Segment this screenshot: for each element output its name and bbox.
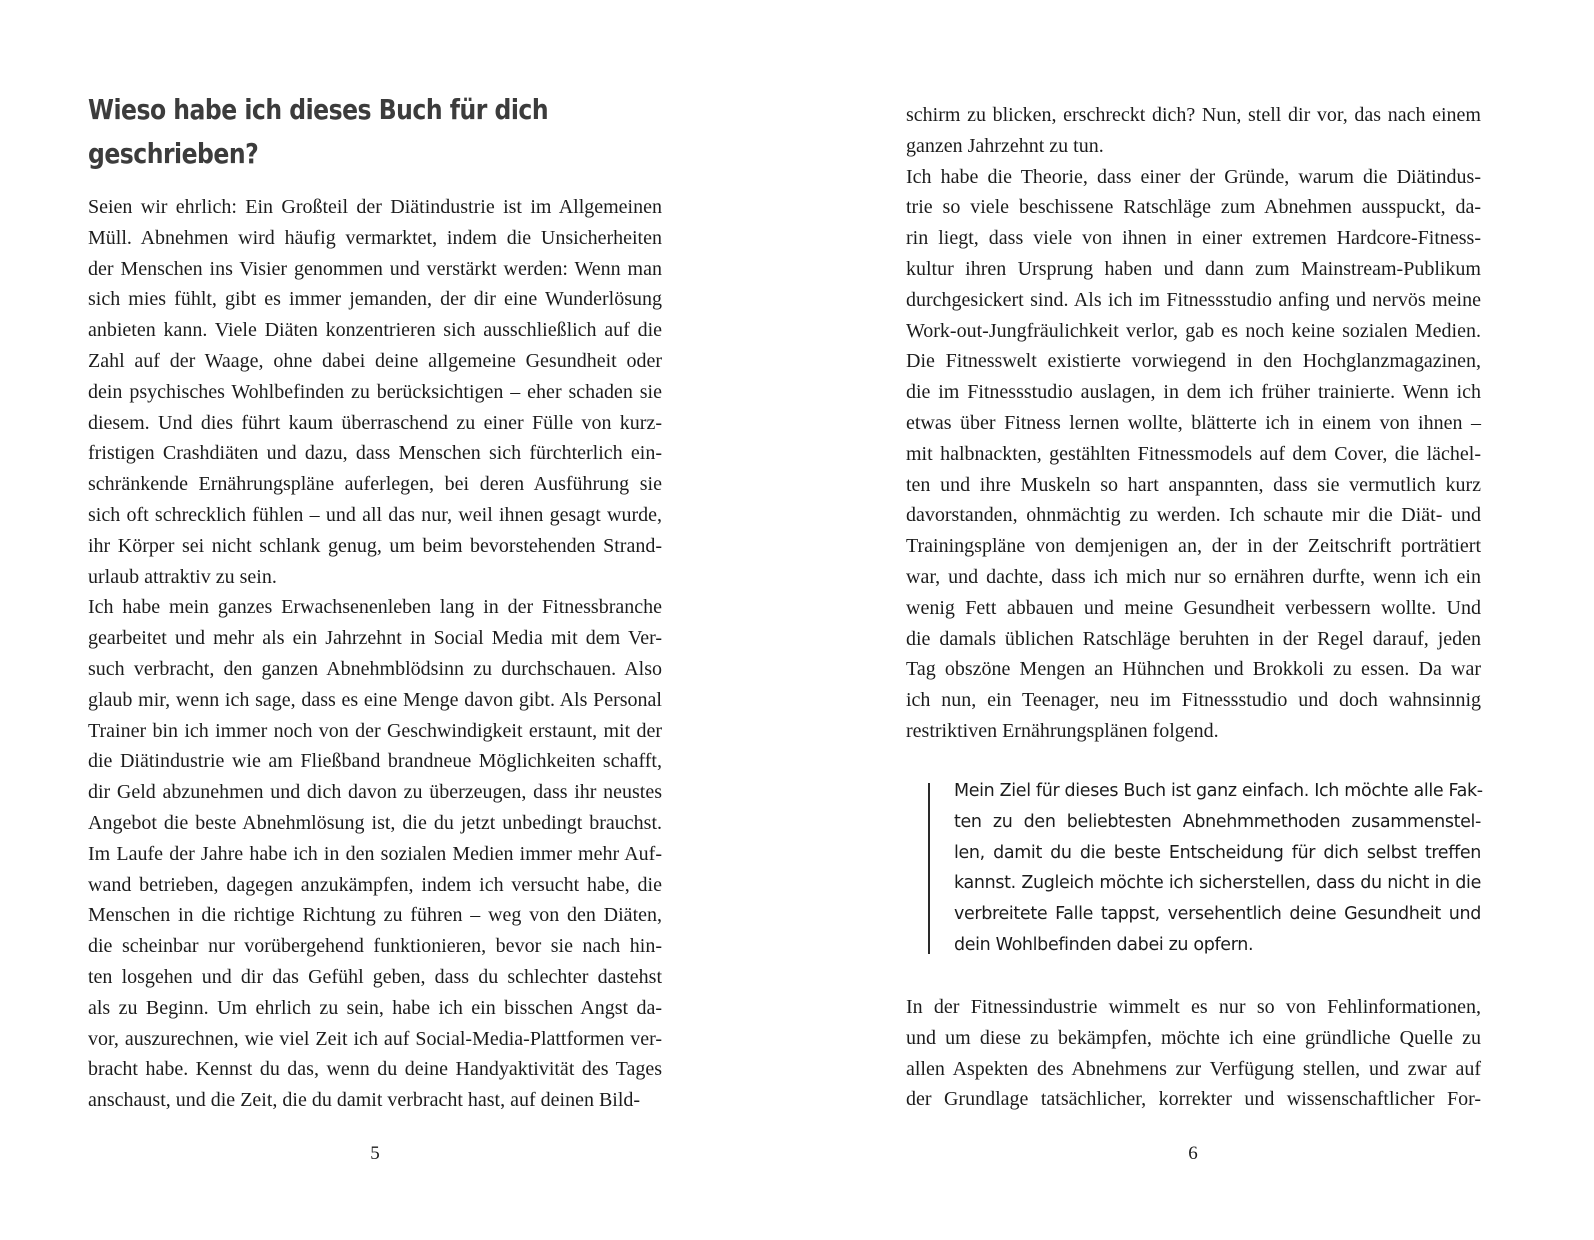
- text-line: anschaust, und die Zeit, die du damit verbracht hast, auf deinen Bild-: [88, 1089, 641, 1112]
- right-body-text-top: [906, 100, 1481, 747]
- text-line: Work-out-Jungfräulichkeit verlor, gab es noch keine sozialen Medien.: [906, 319, 1481, 342]
- text-line: kannst. Zugleich möchte ich sicherstellen, dass du nicht in die: [954, 873, 1481, 894]
- text-line: durchgesickert sind. Als ich im Fitnessstudio anfing und nervös meine: [906, 288, 1481, 311]
- text-line: verbreitete Falle tappst, versehentlich deine Gesundheit und: [954, 904, 1481, 925]
- text-line: etwas über Fitness lernen wollte, blätterte ich in einem von ihnen –: [906, 411, 1481, 434]
- text-line: such verbracht, den ganzen Abnehmblödsinn zu durchschauen. Also: [88, 657, 662, 680]
- text-line: wenig Fett abbauen und meine Gesundheit verbessern wollte. Und: [906, 596, 1481, 619]
- text-line: Seien wir ehrlich: Ein Großteil der Diätindustrie ist im Allgemeinen: [88, 196, 662, 218]
- text-line: und um diese zu bekämpfen, möchte ich eine gründliche Quelle zu: [906, 1026, 1481, 1049]
- text-line: Zahl auf der Waage, ohne dabei deine allgemeine Gesundheit oder: [88, 349, 662, 372]
- text-line: bracht habe. Kennst du das, wenn du deine Handyaktivität des Tages: [88, 1058, 662, 1081]
- text-line: war, und dachte, dass ich mich nur so ernähren durfte, wenn ich ein: [906, 565, 1481, 588]
- text-line: dein Wohlbefinden dabei zu opfern.: [954, 934, 1254, 955]
- pull-quote: [954, 776, 1481, 961]
- text-line: Menschen in die richtige Richtung zu führen – weg von den Diäten,: [88, 904, 662, 927]
- text-line: fristigen Crashdiäten und dazu, dass Menschen sich fürchterlich ein-: [88, 442, 662, 465]
- text-line: wand betrieben, dagegen anzukämpfen, indem ich versucht habe, die: [88, 873, 662, 896]
- text-line: anbieten kann. Viele Diäten konzentrieren sich ausschließlich auf die: [88, 319, 662, 342]
- text-line: Angebot die beste Abnehmlösung ist, die du jetzt unbedingt brauchst.: [88, 811, 662, 834]
- text-line: ihr Körper sei nicht schlank genug, um beim bevorstehenden Strand-: [88, 534, 662, 557]
- right-page: [797, 0, 1594, 1240]
- text-line: kultur ihren Ursprung haben und dann zum Mainstream-Publikum: [906, 257, 1481, 280]
- right-body-text-bottom: [906, 992, 1481, 1115]
- heading-line: geschrieben?: [88, 137, 259, 170]
- page-number: 5: [370, 1143, 380, 1164]
- text-line: Die Fitnesswelt existierte vorwiegend in den Hochglanzmagazinen,: [906, 350, 1481, 373]
- text-line: sich mies fühlt, gibt es immer jemanden, der dir eine Wunderlösung: [88, 288, 662, 311]
- text-line: Mein Ziel für dieses Buch ist ganz einfach. Ich möchte alle Fak-: [954, 781, 1483, 801]
- text-line: glaub mir, wenn ich sage, dass es eine Menge davon gibt. Als Personal: [88, 688, 662, 711]
- heading-line: Wieso habe ich dieses Buch für dich: [88, 93, 549, 126]
- text-line: Tag obszöne Mengen an Hühnchen und Brokkoli zu essen. Da war: [906, 658, 1481, 681]
- text-line: ten losgehen und dir das Gefühl geben, dass du schlechter dastehst: [88, 965, 662, 988]
- text-line: die Diätindustrie wie am Fließband brandneue Möglichkeiten schafft,: [88, 750, 662, 773]
- text-line: der Menschen ins Visier genommen und verstärkt werden: Wenn man: [88, 257, 662, 280]
- text-line: urlaub attraktiv zu sein.: [88, 565, 277, 588]
- text-line: gearbeitet und mehr als ein Jahrzehnt in Social Media mit dem Ver-: [88, 627, 662, 650]
- text-line: Im Laufe der Jahre habe ich in den sozialen Medien immer mehr Auf-: [88, 842, 662, 865]
- left-body-text: [88, 192, 662, 1116]
- text-line: der Grundlage tatsächlicher, korrekter und wissenschaftlicher For-: [906, 1088, 1481, 1111]
- quote-bar: [928, 783, 930, 954]
- text-line: trie so viele beschissene Ratschläge zum Abnehmen ausspuckt, da-: [906, 196, 1481, 219]
- text-line: diesem. Und dies führt kaum überraschend zu einer Fülle von kurz-: [88, 411, 662, 434]
- text-line: Trainer bin ich immer noch von der Geschwindigkeit erstaunt, mit der: [88, 719, 662, 742]
- text-line: restriktiven Ernährungsplänen folgend.: [906, 719, 1219, 742]
- text-line: Ich habe die Theorie, dass einer der Gründe, warum die Diätindus-: [906, 165, 1481, 188]
- text-line: Trainingspläne von demjenigen an, der in der Zeitschrift porträtiert: [906, 535, 1481, 558]
- text-line: In der Fitnessindustrie wimmelt es nur so von Fehlinformationen,: [906, 996, 1481, 1018]
- text-line: schränkende Ernährungspläne auferlegen, bei deren Ausführung sie: [88, 473, 662, 496]
- text-line: len, damit du die beste Entscheidung für dich selbst treffen: [954, 842, 1481, 863]
- text-line: schirm zu blicken, erschreckt dich? Nun, stell dir vor, das nach einem: [906, 104, 1481, 126]
- text-line: davorstanden, ohnmächtig zu werden. Ich schaute mir die Diät- und: [906, 504, 1481, 527]
- text-line: die damals üblichen Ratschläge beruhten in der Regel darauf, jeden: [906, 627, 1481, 650]
- text-line: Ich habe mein ganzes Erwachsenenleben lang in der Fitnessbranche: [88, 596, 662, 619]
- text-line: dir Geld abzunehmen und dich davon zu überzeugen, dass ihr neustes: [88, 781, 662, 804]
- text-line: die im Fitnessstudio auslagen, in dem ich früher trainierte. Wenn ich: [906, 381, 1481, 404]
- text-line: ten zu den beliebtesten Abnehmmethoden zusammenstel-: [954, 811, 1481, 832]
- text-line: als zu Beginn. Um ehrlich zu sein, habe ich ein bisschen Angst da-: [88, 996, 662, 1019]
- text-line: mit halbnackten, gestählten Fitnessmodels auf dem Cover, die lächel-: [906, 442, 1481, 465]
- text-line: dein psychisches Wohlbefinden zu berücksichtigen – eher schaden sie: [88, 380, 662, 403]
- text-line: vor, auszurechnen, wie viel Zeit ich auf Social-Media-Plattformen ver-: [88, 1027, 662, 1050]
- page-number: 6: [1188, 1143, 1198, 1164]
- text-line: rin liegt, dass viele von ihnen in einer extremen Hardcore-Fitness-: [906, 227, 1481, 250]
- text-line: ganzen Jahrzehnt zu tun.: [906, 134, 1104, 157]
- text-line: sich oft schrecklich fühlen – und all das nur, weil ihnen gesagt wurde,: [88, 503, 662, 526]
- text-line: ich nun, ein Teenager, neu im Fitnessstudio und doch wahnsinnig: [906, 689, 1481, 712]
- chapter-heading: [88, 88, 575, 176]
- text-line: die scheinbar nur vorübergehend funktionieren, bevor sie nach hin-: [88, 935, 662, 958]
- text-line: allen Aspekten des Abnehmens zur Verfügung stellen, und zwar auf: [906, 1057, 1481, 1080]
- text-line: Müll. Abnehmen wird häufig vermarktet, indem die Unsicherheiten: [88, 226, 662, 249]
- text-line: ten und ihre Muskeln so hart anspannten, dass sie vermutlich kurz: [906, 473, 1481, 496]
